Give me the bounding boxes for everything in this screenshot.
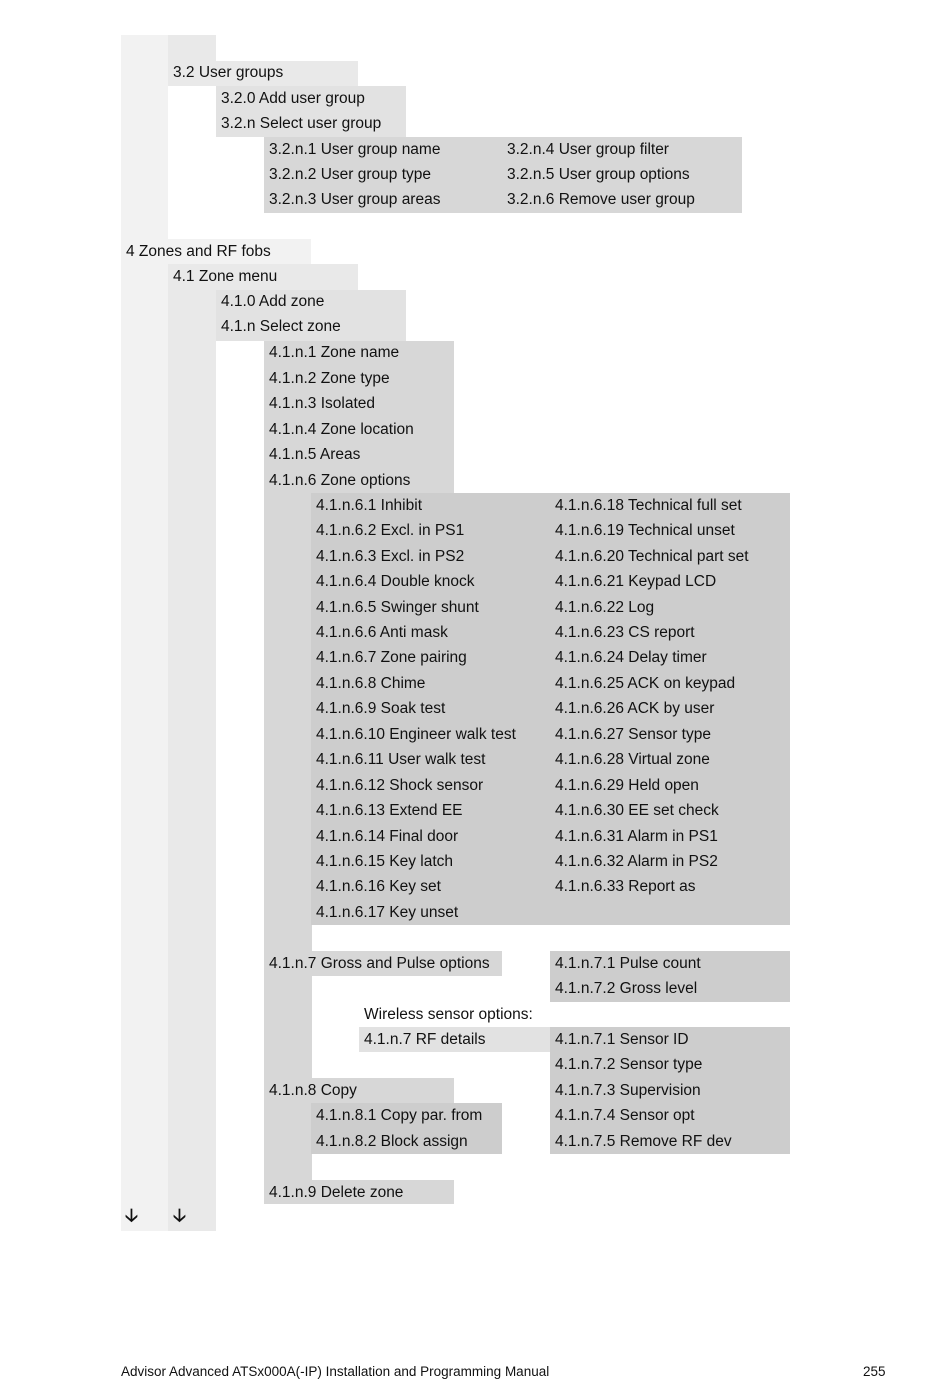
select-zone-item: 4.1.n Select zone bbox=[221, 318, 341, 335]
user-group-option: 3.2.n.5 User group options bbox=[507, 166, 690, 183]
rf-item: 4.1.n.7.3 Supervision bbox=[555, 1082, 701, 1099]
zone-option: 4.1.n.6.1 Inhibit bbox=[316, 497, 422, 514]
zone-option: 4.1.n.6.6 Anti mask bbox=[316, 624, 448, 641]
add-user-group-item: 3.2.0 Add user group bbox=[221, 90, 365, 107]
zone-option: 4.1.n.6.13 Extend EE bbox=[316, 802, 463, 819]
zone-option: 4.1.n.6.32 Alarm in PS2 bbox=[555, 853, 718, 870]
zone-option: 4.1.n.6.21 Keypad LCD bbox=[555, 573, 717, 590]
zone-item: 4.1.n.6 Zone options bbox=[269, 472, 411, 489]
zone-option: 4.1.n.6.8 Chime bbox=[316, 675, 426, 692]
user-group-option: 3.2.n.6 Remove user group bbox=[507, 191, 695, 208]
level1-bar bbox=[121, 35, 168, 1231]
zone-item: 4.1.n.1 Zone name bbox=[269, 344, 400, 361]
zone-option: 4.1.n.6.10 Engineer walk test bbox=[316, 726, 516, 743]
add-zone-item: 4.1.0 Add zone bbox=[221, 293, 325, 310]
arrow-down-icon: 🡣 bbox=[125, 1205, 138, 1225]
rf-item: 4.1.n.7.1 Sensor ID bbox=[555, 1031, 689, 1048]
zone-option: 4.1.n.6.7 Zone pairing bbox=[316, 649, 467, 666]
copy-item: 4.1.n.8 Copy bbox=[269, 1082, 357, 1099]
zone-option: 4.1.n.6.9 Soak test bbox=[316, 700, 446, 717]
zone-item: 4.1.n.2 Zone type bbox=[269, 370, 390, 387]
zone-option: 4.1.n.6.3 Excl. in PS2 bbox=[316, 548, 465, 565]
zone-option: 4.1.n.6.11 User walk test bbox=[316, 751, 486, 768]
level2-bar bbox=[168, 264, 216, 1231]
zone-option: 4.1.n.6.2 Excl. in PS1 bbox=[316, 522, 465, 539]
zone-option: 4.1.n.6.23 CS report bbox=[555, 624, 695, 641]
user-group-option: 3.2.n.1 User group name bbox=[269, 141, 441, 158]
user-group-option: 3.2.n.3 User group areas bbox=[269, 191, 441, 208]
copy-sub-item: 4.1.n.8.1 Copy par. from bbox=[316, 1107, 483, 1124]
zone-option: 4.1.n.6.4 Double knock bbox=[316, 573, 475, 590]
select-user-group-item: 3.2.n Select user group bbox=[221, 115, 382, 132]
zone-option: 4.1.n.6.25 ACK on keypad bbox=[555, 675, 736, 692]
zone-option: 4.1.n.6.20 Technical part set bbox=[555, 548, 749, 565]
rf-item: 4.1.n.7.4 Sensor opt bbox=[555, 1107, 695, 1124]
zone-option: 4.1.n.6.15 Key latch bbox=[316, 853, 454, 870]
zone-option: 4.1.n.6.24 Delay timer bbox=[555, 649, 707, 666]
zone-option: 4.1.n.6.29 Held open bbox=[555, 777, 699, 794]
zone-option: 4.1.n.6.30 EE set check bbox=[555, 802, 719, 819]
rf-item: 4.1.n.7.2 Sensor type bbox=[555, 1056, 703, 1073]
footer-page-number: 255 bbox=[863, 1364, 886, 1379]
zone-menu-title: 4.1 Zone menu bbox=[173, 268, 278, 285]
zone-option: 4.1.n.6.27 Sensor type bbox=[555, 726, 711, 743]
zone-option: 4.1.n.6.14 Final door bbox=[316, 828, 459, 845]
zone-option: 4.1.n.6.16 Key set bbox=[316, 878, 441, 895]
wireless-sensor-label: Wireless sensor options: bbox=[364, 1006, 533, 1023]
zones-title: 4 Zones and RF fobs bbox=[126, 243, 271, 260]
zone-item: 4.1.n.4 Zone location bbox=[269, 421, 414, 438]
zone-option: 4.1.n.6.5 Swinger shunt bbox=[316, 599, 479, 616]
user-group-option: 3.2.n.2 User group type bbox=[269, 166, 431, 183]
user-group-option: 3.2.n.4 User group filter bbox=[507, 141, 669, 158]
level2-bar-top bbox=[168, 35, 216, 61]
arrow-down-icon: 🡣 bbox=[173, 1205, 186, 1225]
zone-option: 4.1.n.6.18 Technical full set bbox=[555, 497, 742, 514]
zone-option: 4.1.n.6.19 Technical unset bbox=[555, 522, 735, 539]
footer-manual-title: Advisor Advanced ATSx000A(-IP) Installation and Programming Manual bbox=[121, 1364, 550, 1379]
rf-details: 4.1.n.7 RF details bbox=[364, 1031, 486, 1048]
zone-option: 4.1.n.6.28 Virtual zone bbox=[555, 751, 710, 768]
gross-pulse-item: 4.1.n.7.1 Pulse count bbox=[555, 955, 701, 972]
gross-pulse-options: 4.1.n.7 Gross and Pulse options bbox=[269, 955, 490, 972]
user-groups-title: 3.2 User groups bbox=[173, 64, 284, 81]
zone-option: 4.1.n.6.33 Report as bbox=[555, 878, 696, 895]
rf-item: 4.1.n.7.5 Remove RF dev bbox=[555, 1133, 732, 1150]
zone-option: 4.1.n.6.26 ACK by user bbox=[555, 700, 715, 717]
delete-zone-item: 4.1.n.9 Delete zone bbox=[269, 1184, 404, 1201]
zone-option: 4.1.n.6.17 Key unset bbox=[316, 904, 459, 921]
copy-sub-item: 4.1.n.8.2 Block assign bbox=[316, 1133, 468, 1150]
zone-item: 4.1.n.3 Isolated bbox=[269, 395, 375, 412]
zone-option: 4.1.n.6.12 Shock sensor bbox=[316, 777, 484, 794]
gross-pulse-item: 4.1.n.7.2 Gross level bbox=[555, 980, 698, 997]
zone-item: 4.1.n.5 Areas bbox=[269, 446, 361, 463]
zone-option: 4.1.n.6.22 Log bbox=[555, 599, 655, 616]
zone-option: 4.1.n.6.31 Alarm in PS1 bbox=[555, 828, 718, 845]
